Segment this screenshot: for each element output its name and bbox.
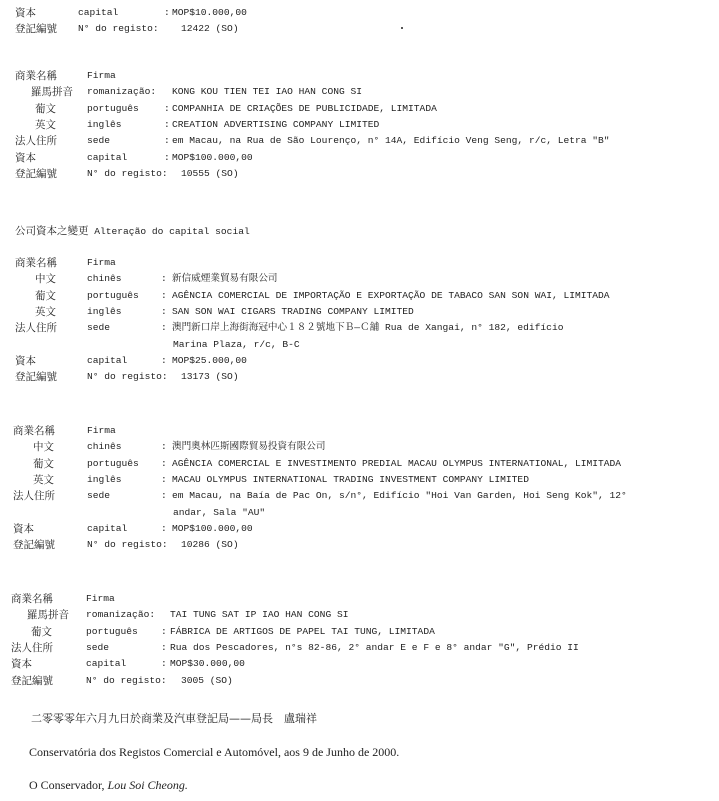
row-separator: : (161, 457, 167, 469)
entry-row (0, 592, 719, 606)
row-label-cn: 羅馬拼音 (31, 86, 73, 99)
row-value: MOP$25.000,00 (172, 354, 247, 366)
row-label-cn: 英文 (35, 118, 56, 131)
entry-row (0, 338, 719, 352)
row-value: KONG KOU TIEN TEI IAO HAN CONG SI (172, 86, 362, 98)
footer-signatory (29, 778, 188, 793)
row-label-cn: 資本 (11, 658, 32, 671)
row-value: AGÊNCIA COMERCIAL E INVESTIMENTO PREDIAL MACAU OLYMPUS INTERNATIONAL, LIMITADA (172, 457, 622, 469)
row-value: Marina Plaza, r/c, B-C (173, 338, 300, 350)
row-value: 10555 (SO) (181, 167, 239, 179)
entry-row (0, 506, 719, 520)
entry-row (0, 522, 719, 536)
entry-row (0, 118, 719, 132)
row-value: 12422 (SO) (181, 23, 239, 35)
row-value: TAI TUNG SAT IP IAO HAN CONG SI (170, 609, 349, 621)
row-value: 澳門新口岸上海街海冠中心１８２號地下Ｂ—Ｃ舖 Rua de Xangai, n° 182, edifício (172, 322, 564, 334)
entry-row (0, 22, 719, 36)
row-label-cn: 中文 (35, 273, 56, 286)
row-label-cn: 商業名稱 (11, 593, 53, 605)
section-title-cn: 公司資本之變更 (15, 225, 89, 237)
entry-row (0, 85, 719, 99)
row-label-cn: 葡文 (35, 102, 56, 115)
row-separator: : (161, 641, 167, 653)
row-label-cn: 登記編號 (11, 674, 53, 687)
entry-row (0, 134, 719, 148)
entry-row (0, 151, 719, 165)
row-label-pt: romanização: (87, 86, 157, 98)
row-value: MOP$10.000,00 (172, 7, 247, 18)
row-label-pt: sede (86, 641, 110, 653)
row-value: MACAU OLYMPUS INTERNATIONAL TRADING INVESTMENT COMPANY LIMITED (172, 473, 529, 485)
entry-row (0, 489, 719, 503)
entry-row (0, 102, 719, 116)
row-value: 新信威煙業貿易有限公司 (172, 273, 278, 285)
row-separator: : (161, 490, 167, 502)
row-label-pt: chinês (87, 273, 122, 285)
row-separator: : (164, 7, 170, 18)
row-separator: : (161, 522, 167, 534)
row-label-cn: 登記編號 (15, 167, 57, 180)
row-label-pt: português (87, 102, 139, 114)
entry-row (0, 674, 719, 688)
row-label-cn: 葡文 (33, 457, 54, 470)
row-label-pt: português (87, 289, 139, 301)
row-separator: : (161, 305, 167, 317)
row-label-pt: chinês (87, 441, 122, 453)
entry-row (0, 424, 719, 438)
row-label-cn: 資本 (15, 7, 36, 19)
row-value: SAN SON WAI CIGARS TRADING COMPANY LIMITED (172, 305, 414, 317)
entry-row (0, 321, 719, 335)
entry-row (0, 538, 719, 552)
entry-row (0, 641, 719, 655)
entry-row (0, 473, 719, 487)
row-label-cn: 羅馬拼音 (27, 609, 69, 622)
row-separator: : (161, 625, 167, 637)
row-label-pt: Firma (87, 257, 116, 268)
row-label-cn: 中文 (33, 441, 54, 454)
row-label-pt: inglês (87, 305, 122, 317)
row-value: 10286 (SO) (181, 539, 239, 551)
entry-row (0, 6, 719, 20)
row-separator: : (164, 102, 170, 114)
footer-chinese: 二零零零年六月九日於商業及汽車登記局——局長 盧瑞祥 (31, 712, 317, 725)
row-separator: : (161, 354, 167, 366)
entry-row (0, 370, 719, 384)
row-label-pt: sede (87, 322, 111, 334)
row-label-cn: 登記編號 (13, 539, 55, 552)
entry-row (0, 354, 719, 368)
section-title (15, 224, 250, 239)
row-value: MOP$100.000,00 (172, 522, 253, 534)
row-label-cn: 英文 (33, 473, 54, 486)
entry-row (0, 69, 719, 83)
footer-signatory-name: Lou Soi Cheong. (107, 778, 188, 792)
row-label-pt: N° do registo: (78, 23, 159, 35)
entry-row (0, 625, 719, 639)
row-label-cn: 葡文 (35, 289, 56, 302)
row-separator: : (161, 273, 167, 285)
row-label-cn: 法人住所 (13, 490, 55, 503)
row-label-pt: capital (87, 522, 128, 534)
entry-row (0, 256, 719, 270)
entry-row (0, 167, 719, 181)
row-value: CREATION ADVERTISING COMPANY LIMITED (172, 118, 380, 130)
row-label-pt: capital (78, 7, 119, 18)
row-label-cn: 法人住所 (11, 641, 53, 654)
row-label-cn: 商業名稱 (15, 70, 57, 82)
entry-row (0, 608, 719, 622)
row-label-cn: 葡文 (31, 625, 52, 638)
row-value: COMPANHIA DE CRIAÇÕES DE PUBLICIDADE, LIMITADA (172, 102, 437, 114)
row-value: AGÊNCIA COMERCIAL DE IMPORTAÇÃO E EXPORTAÇÃO DE TABACO SAN SON WAI, LIMITADA (172, 289, 610, 301)
row-label-pt: N° do registo: (87, 167, 168, 179)
entry-row (0, 305, 719, 319)
footer-signatory-prefix: O Conservador, (29, 778, 108, 792)
row-label-cn: 資本 (15, 151, 36, 164)
row-label-pt: romanização: (86, 609, 156, 621)
row-label-cn: 商業名稱 (15, 257, 57, 269)
row-label-cn: 登記編號 (15, 23, 57, 36)
row-label-cn: 資本 (15, 354, 36, 367)
row-label-pt: português (86, 625, 138, 637)
row-separator: : (161, 289, 167, 301)
row-label-pt: Firma (87, 70, 116, 81)
row-value: andar, Sala "AU" (173, 506, 266, 518)
row-label-cn: 商業名稱 (13, 425, 55, 437)
entry-row (0, 289, 719, 303)
row-value: em Macau, na Rua de São Lourenço, n° 14A, Edifício Veng Seng, r/c, Letra "B" (172, 135, 610, 147)
row-separator: : (161, 322, 167, 334)
row-separator: : (164, 135, 170, 147)
row-value: Rua dos Pescadores, n°s 82-86, 2° andar E e F e 8° andar "G", Prédio II (170, 641, 579, 653)
row-label-pt: N° do registo: (86, 674, 167, 686)
row-label-cn: 登記編號 (15, 371, 57, 384)
row-separator: : (161, 441, 167, 453)
row-label-pt: capital (87, 151, 128, 163)
row-label-cn: 英文 (35, 305, 56, 318)
row-label-pt: N° do registo: (87, 371, 168, 383)
row-label-pt: inglês (87, 118, 122, 130)
row-separator: : (161, 473, 167, 485)
row-value: 3005 (SO) (181, 674, 233, 686)
row-value: em Macau, na Baía de Pac On, s/n°, Edifício "Hoi Van Garden, Hoi Seng Kok", 12° (172, 490, 627, 502)
row-label-pt: capital (86, 658, 127, 670)
row-label-pt: capital (87, 354, 128, 366)
row-label-cn: 法人住所 (15, 322, 57, 335)
row-label-pt: sede (87, 135, 111, 147)
row-separator: : (161, 658, 167, 670)
row-label-cn: 資本 (13, 522, 34, 535)
row-value: 13173 (SO) (181, 371, 239, 383)
row-label-pt: Firma (87, 425, 116, 436)
row-value: MOP$30.000,00 (170, 658, 245, 670)
entry-row (0, 272, 719, 286)
entry-row (0, 440, 719, 454)
row-value: MOP$100.000,00 (172, 151, 253, 163)
row-separator: : (164, 118, 170, 130)
entry-row (0, 457, 719, 471)
entry-row (0, 657, 719, 671)
footer-portuguese-line: Conservatória dos Registos Comercial e Automóvel, aos 9 de Junho de 2000. (29, 745, 400, 759)
row-label-pt: sede (87, 490, 111, 502)
row-label-cn: 法人住所 (15, 135, 57, 148)
row-label-pt: N° do registo: (87, 539, 168, 551)
row-label-pt: Firma (86, 593, 115, 604)
row-label-pt: português (87, 457, 139, 469)
section-title-pt: Alteração do capital social (94, 226, 250, 237)
row-value: FÁBRICA DE ARTIGOS DE PAPEL TAI TUNG, LIMITADA (170, 625, 435, 637)
row-separator: : (164, 151, 170, 163)
row-label-pt: inglês (87, 473, 122, 485)
row-value: 澳門奧林匹斯國際貿易投資有限公司 (172, 441, 326, 453)
